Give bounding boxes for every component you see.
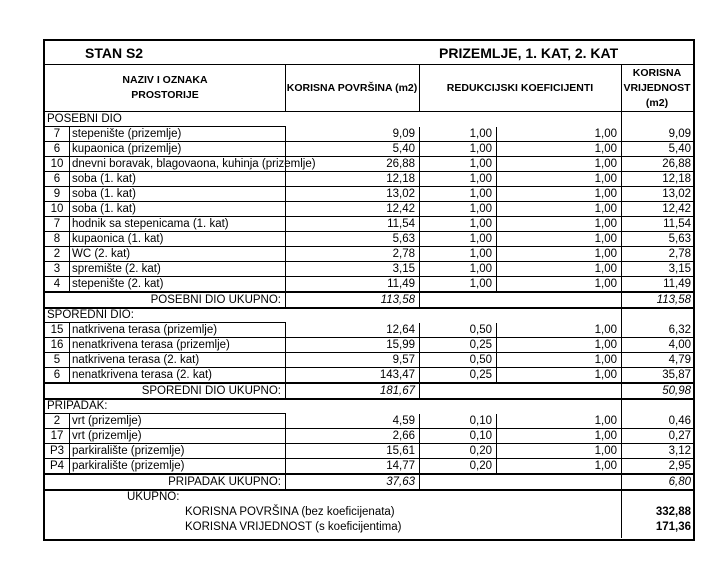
grid-line — [419, 232, 420, 247]
room-area: 4,59 — [392, 415, 415, 427]
grid-line — [69, 459, 70, 474]
room-area: 9,09 — [392, 128, 415, 140]
grid-line — [419, 247, 420, 262]
grid-line — [496, 217, 497, 232]
title-left: STAN S2 — [85, 45, 144, 61]
grid-line — [285, 202, 286, 217]
room-name: natkrivena terasa (prizemlje) — [72, 324, 218, 336]
grid-line — [419, 277, 420, 292]
grid-line — [419, 474, 420, 489]
room-k2: 1,00 — [594, 445, 617, 457]
grid-line — [621, 444, 622, 459]
room-k1: 1,00 — [469, 248, 492, 260]
room-k2: 1,00 — [594, 143, 617, 155]
room-k2: 1,00 — [594, 128, 617, 140]
section-total-value: 50,98 — [662, 385, 691, 397]
grid-line — [285, 172, 286, 187]
grid-line — [621, 142, 622, 157]
section-total-area: 37,63 — [386, 476, 415, 488]
room-k2: 1,00 — [594, 173, 617, 185]
grid-line — [69, 323, 70, 338]
grid-line — [496, 368, 497, 383]
grid-line — [69, 187, 70, 202]
room-number: 7 — [53, 128, 61, 140]
grid-line — [419, 338, 420, 353]
room-value: 11,49 — [663, 278, 691, 290]
grid-line — [621, 232, 622, 247]
grid-line — [69, 262, 70, 277]
room-k1: 0,25 — [469, 339, 492, 351]
header-vrijednost: KORISNA — [632, 67, 682, 79]
grid-line — [285, 429, 286, 444]
room-value: 0,46 — [668, 415, 691, 427]
grid-line — [621, 489, 622, 538]
room-value: 6,32 — [668, 324, 691, 336]
room-area: 2,66 — [392, 430, 415, 442]
room-name: nenatkrivena terasa (prizemlje) — [72, 339, 230, 351]
grid-line — [419, 414, 420, 429]
grid-line — [621, 308, 622, 323]
grid-line — [496, 414, 497, 429]
room-value: 4,79 — [668, 354, 691, 366]
room-k1: 1,00 — [469, 203, 492, 215]
room-number: 17 — [50, 430, 64, 442]
grid-line — [621, 474, 622, 489]
summary-vrijednost-label: KORISNA VRIJEDNOST (s koeficijentima) — [185, 521, 402, 533]
room-area: 14,77 — [386, 460, 415, 472]
room-name: hodnik sa stepenicama (1. kat) — [72, 218, 229, 230]
grid-line — [496, 187, 497, 202]
summary-povrsina-value: 332,88 — [655, 506, 691, 518]
grid-line — [285, 277, 286, 292]
room-area: 5,40 — [392, 143, 415, 155]
grid-line — [419, 323, 420, 338]
room-number: 10 — [50, 158, 64, 170]
grid-line — [285, 64, 286, 111]
room-value: 4,00 — [668, 339, 691, 351]
room-k2: 1,00 — [594, 278, 617, 290]
grid-line — [621, 127, 622, 142]
room-number: 5 — [53, 354, 61, 366]
room-k1: 0,20 — [469, 460, 492, 472]
grid-line — [621, 247, 622, 262]
room-name: stepenište (2. kat) — [72, 278, 164, 290]
grid-line — [621, 277, 622, 292]
grid-line — [419, 217, 420, 232]
grid-line — [419, 127, 420, 142]
grid-line — [496, 142, 497, 157]
room-name: parkiralište (prizemlje) — [72, 460, 185, 472]
room-value: 3,15 — [668, 263, 691, 275]
room-name: vrt (prizemlje) — [72, 415, 142, 427]
section-label: PRIPADAK: — [47, 400, 108, 412]
summary-label: UKUPNO: — [127, 491, 180, 503]
grid-line — [496, 277, 497, 292]
section-label: SPOREDNI DIO: — [47, 309, 134, 321]
grid-line — [69, 414, 70, 429]
room-k2: 1,00 — [594, 233, 617, 245]
room-value: 9,09 — [668, 128, 691, 140]
room-k2: 1,00 — [594, 218, 617, 230]
area-table — [43, 39, 695, 541]
room-k2: 1,00 — [594, 369, 617, 381]
grid-line — [69, 217, 70, 232]
room-k2: 1,00 — [594, 324, 617, 336]
grid-line — [285, 217, 286, 232]
room-name: vrt (prizemlje) — [72, 430, 142, 442]
room-name: natkrivena terasa (2. kat) — [72, 354, 200, 366]
room-area: 12,42 — [386, 203, 415, 215]
room-name: kupaonica (prizemlje) — [72, 143, 182, 155]
grid-line — [285, 323, 286, 338]
grid-line — [419, 368, 420, 383]
grid-line — [496, 262, 497, 277]
room-number: 2 — [53, 248, 61, 260]
section-total-value: 113,58 — [656, 294, 691, 306]
grid-line — [419, 292, 420, 307]
section-total-label: POSEBNI DIO UKUPNO: — [150, 294, 281, 306]
grid-line — [285, 368, 286, 383]
room-name: WC (2. kat) — [72, 248, 131, 260]
grid-line — [69, 429, 70, 444]
grid-line — [69, 202, 70, 217]
grid-line — [285, 247, 286, 262]
room-k1: 1,00 — [469, 173, 492, 185]
grid-line — [621, 368, 622, 383]
room-number: 7 — [53, 218, 61, 230]
grid-line — [285, 187, 286, 202]
room-value: 35,87 — [662, 369, 691, 381]
grid-line — [496, 157, 497, 172]
grid-line — [621, 217, 622, 232]
room-area: 2,78 — [392, 248, 415, 260]
room-area: 15,61 — [386, 445, 415, 457]
room-number: 8 — [53, 233, 61, 245]
room-number: 6 — [53, 369, 61, 381]
room-k1: 0,20 — [469, 445, 492, 457]
room-k1: 1,00 — [469, 233, 492, 245]
room-k1: 0,50 — [469, 324, 492, 336]
room-value: 11,54 — [663, 218, 691, 230]
grid-line — [621, 353, 622, 368]
grid-line — [419, 262, 420, 277]
grid-line — [621, 338, 622, 353]
room-name: soba (1. kat) — [72, 203, 136, 215]
grid-line — [419, 429, 420, 444]
room-number: 2 — [53, 415, 61, 427]
room-value: 3,12 — [668, 445, 691, 457]
room-k1: 1,00 — [469, 158, 492, 170]
room-name: dnevni boravak, blagovaona, kuhinja (prizemlje) — [72, 158, 316, 170]
grid-line — [621, 459, 622, 474]
room-area: 26,88 — [386, 158, 415, 170]
room-name: parkiralište (prizemlje) — [72, 445, 185, 457]
room-value: 13,02 — [662, 188, 691, 200]
room-number: 15 — [50, 324, 64, 336]
grid-line — [621, 262, 622, 277]
room-area: 9,57 — [392, 354, 415, 366]
grid-line — [285, 353, 286, 368]
grid-line — [69, 444, 70, 459]
grid-line — [69, 127, 70, 142]
grid-line — [621, 323, 622, 338]
grid-line — [285, 383, 286, 398]
grid-line — [496, 323, 497, 338]
room-number: P4 — [49, 460, 65, 472]
room-value: 2,78 — [668, 248, 691, 260]
room-k2: 1,00 — [594, 158, 617, 170]
grid-line — [285, 292, 286, 307]
grid-line — [45, 398, 693, 400]
grid-line — [419, 383, 420, 398]
grid-line — [285, 232, 286, 247]
header-vrijednost: (m2) — [645, 97, 669, 109]
grid-line — [621, 157, 622, 172]
room-value: 0,27 — [668, 430, 691, 442]
room-name: stepenište (prizemlje) — [72, 128, 182, 140]
grid-line — [419, 187, 420, 202]
grid-line — [621, 383, 622, 398]
title-right: PRIZEMLJE, 1. KAT, 2. KAT — [439, 45, 619, 61]
room-name: spremište (2. kat) — [72, 263, 161, 275]
grid-line — [45, 307, 693, 309]
grid-line — [69, 142, 70, 157]
room-area: 13,02 — [386, 188, 415, 200]
grid-line — [419, 353, 420, 368]
room-number: 4 — [53, 278, 61, 290]
grid-line — [419, 172, 420, 187]
grid-line — [69, 277, 70, 292]
header-povrsina: KORISNA POVRŠINA (m2) — [286, 82, 418, 94]
room-k2: 1,00 — [594, 430, 617, 442]
grid-line — [69, 338, 70, 353]
room-k1: 0,25 — [469, 369, 492, 381]
grid-line — [496, 232, 497, 247]
room-k2: 1,00 — [594, 354, 617, 366]
grid-line — [69, 232, 70, 247]
grid-line — [621, 112, 622, 127]
room-name: nenatkrivena terasa (2. kat) — [72, 369, 212, 381]
grid-line — [69, 353, 70, 368]
room-number: 3 — [53, 263, 61, 275]
grid-line — [419, 64, 420, 111]
room-k1: 1,00 — [469, 263, 492, 275]
room-area: 5,63 — [392, 233, 415, 245]
grid-line — [285, 444, 286, 459]
grid-line — [621, 429, 622, 444]
room-k2: 1,00 — [594, 263, 617, 275]
room-k2: 1,00 — [594, 203, 617, 215]
room-area: 3,15 — [392, 263, 415, 275]
room-name: kupaonica (1. kat) — [72, 233, 164, 245]
grid-line — [69, 368, 70, 383]
grid-line — [285, 338, 286, 353]
room-k2: 1,00 — [594, 415, 617, 427]
section-total-area: 181,67 — [379, 385, 415, 397]
grid-line — [419, 202, 420, 217]
room-value: 2,95 — [668, 460, 691, 472]
room-number: 9 — [53, 188, 61, 200]
room-value: 26,88 — [662, 158, 691, 170]
grid-line — [45, 64, 693, 65]
room-k1: 1,00 — [469, 278, 492, 290]
room-number: 10 — [50, 203, 64, 215]
room-k1: 1,00 — [469, 143, 492, 155]
grid-line — [621, 202, 622, 217]
grid-line — [496, 172, 497, 187]
grid-line — [621, 64, 622, 111]
grid-line — [496, 444, 497, 459]
room-area: 12,18 — [386, 173, 415, 185]
room-k2: 1,00 — [594, 460, 617, 472]
room-number: 16 — [50, 339, 64, 351]
grid-line — [496, 353, 497, 368]
grid-line — [496, 202, 497, 217]
room-k2: 1,00 — [594, 339, 617, 351]
section-label: POSEBNI DIO — [47, 113, 122, 125]
grid-line — [621, 172, 622, 187]
grid-line — [69, 157, 70, 172]
room-number: 6 — [53, 173, 61, 185]
room-value: 12,42 — [662, 203, 691, 215]
grid-line — [285, 414, 286, 429]
grid-line — [621, 414, 622, 429]
grid-line — [496, 429, 497, 444]
room-k1: 0,10 — [469, 430, 492, 442]
grid-line — [285, 157, 286, 172]
grid-line — [496, 247, 497, 262]
room-k2: 1,00 — [594, 248, 617, 260]
grid-line — [496, 127, 497, 142]
section-total-label: SPOREDNI DIO UKUPNO: — [141, 385, 281, 397]
room-number: P3 — [49, 445, 65, 457]
room-k1: 1,00 — [469, 188, 492, 200]
room-name: soba (1. kat) — [72, 188, 136, 200]
grid-line — [69, 247, 70, 262]
room-area: 143,47 — [379, 369, 415, 381]
header-koeficijenti: REDUKCIJSKI KOEFICIJENTI — [446, 82, 594, 94]
grid-line — [419, 157, 420, 172]
grid-line — [285, 127, 286, 142]
room-k1: 0,10 — [469, 415, 492, 427]
room-value: 12,18 — [662, 173, 691, 185]
room-name: soba (1. kat) — [72, 173, 136, 185]
summary-povrsina-label: KORISNA POVRŠINA (bez koeficijenata) — [185, 506, 395, 518]
room-value: 5,63 — [668, 233, 691, 245]
section-total-area: 113,58 — [380, 294, 415, 306]
header-vrijednost: VRIJEDNOST — [623, 82, 691, 94]
grid-line — [69, 172, 70, 187]
grid-line — [419, 459, 420, 474]
room-k1: 0,50 — [469, 354, 492, 366]
room-area: 15,99 — [386, 339, 415, 351]
room-value: 5,40 — [668, 143, 691, 155]
room-area: 11,49 — [387, 278, 415, 290]
grid-line — [419, 142, 420, 157]
grid-line — [496, 338, 497, 353]
room-number: 6 — [53, 143, 61, 155]
summary-vrijednost-value: 171,36 — [655, 521, 691, 533]
grid-line — [621, 187, 622, 202]
grid-line — [285, 474, 286, 489]
grid-line — [496, 459, 497, 474]
room-area: 11,54 — [387, 218, 415, 230]
header-naziv: NAZIV I OZNAKA — [122, 74, 208, 86]
grid-line — [621, 399, 622, 414]
grid-line — [285, 262, 286, 277]
section-total-value: 6,80 — [668, 476, 691, 488]
grid-line — [621, 292, 622, 307]
grid-line — [419, 444, 420, 459]
room-area: 12,64 — [386, 324, 415, 336]
room-k1: 1,00 — [469, 218, 492, 230]
section-total-label: PRIPADAK UKUPNO: — [168, 476, 281, 488]
grid-line — [285, 142, 286, 157]
header-naziv: PROSTORIJE — [131, 89, 199, 101]
grid-line — [45, 111, 693, 112]
room-k1: 1,00 — [469, 128, 492, 140]
grid-line — [285, 459, 286, 474]
room-k2: 1,00 — [594, 188, 617, 200]
